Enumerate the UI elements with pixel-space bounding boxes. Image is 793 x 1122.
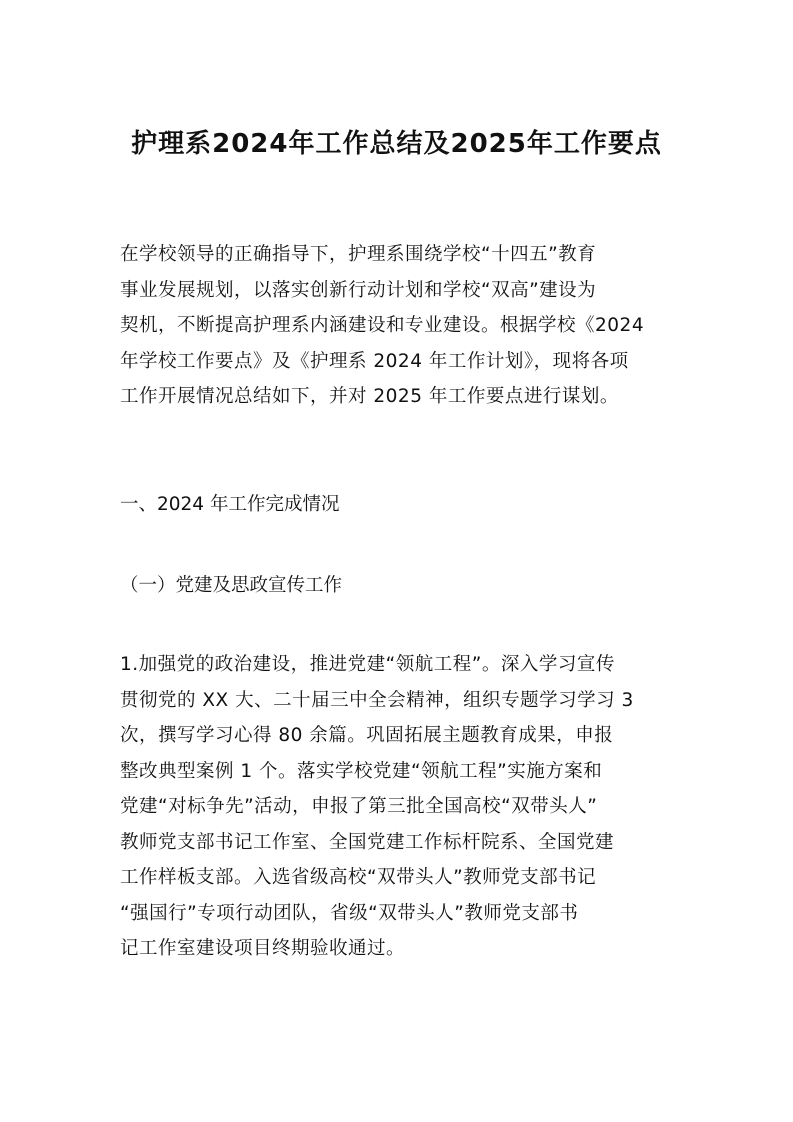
paragraph-line: 整改典型案例 1 个。落实学校党建“领航工程”实施方案和 [120, 760, 603, 782]
intro-line: 事业发展规划，以落实创新行动计划和学校“双高”建设为 [120, 279, 597, 301]
paragraph-line: 次，撰写学习心得 80 余篇。巩固拓展主题教育成果，申报 [120, 725, 614, 746]
paragraph-line: 贯彻党的 XX 大、二十届三中全会精神，组织专题学习学习 3 [120, 689, 634, 711]
section-heading: 一、2024 年工作完成情况 [120, 494, 340, 515]
intro-line: 年学校工作要点》及《护理系 2024 年工作计划》，现将各项 [120, 350, 629, 372]
paragraph-line: “强国行”专项行动团队，省级“双带头人”教师党支部书 [120, 902, 579, 924]
intro-line: 工作开展情况总结如下，并对 2025 年工作要点进行谋划。 [120, 386, 619, 407]
subsection-heading: （一）党建及思政宣传工作 [120, 575, 343, 596]
paragraph-line: 记工作室建设项目终期验收通过。 [120, 938, 406, 959]
document-title: 护理系2024年工作总结及2025年工作要点 [131, 129, 662, 159]
paragraph-line: 1.加强党的政治建设，推进党建“领航工程”。深入学习宣传 [120, 654, 615, 675]
paragraph-line: 党建“对标争先”活动，申报了第三批全国高校“双带头人” [120, 796, 598, 817]
paragraph-line: 教师党支部书记工作室、全国党建工作标杆院系、全国党建 [120, 831, 615, 853]
paragraph-line: 工作样板支部。入选省级高校“双带头人”教师党支部书记 [120, 867, 597, 888]
party-building-paragraph [120, 647, 676, 967]
intro-line: 在学校领导的正确指导下，护理系围绕学校“十四五”教育 [120, 244, 597, 265]
intro-line: 契机，不断提高护理系内涵建设和专业建设。根据学校《2024 [120, 315, 645, 336]
intro-paragraph [120, 237, 676, 415]
